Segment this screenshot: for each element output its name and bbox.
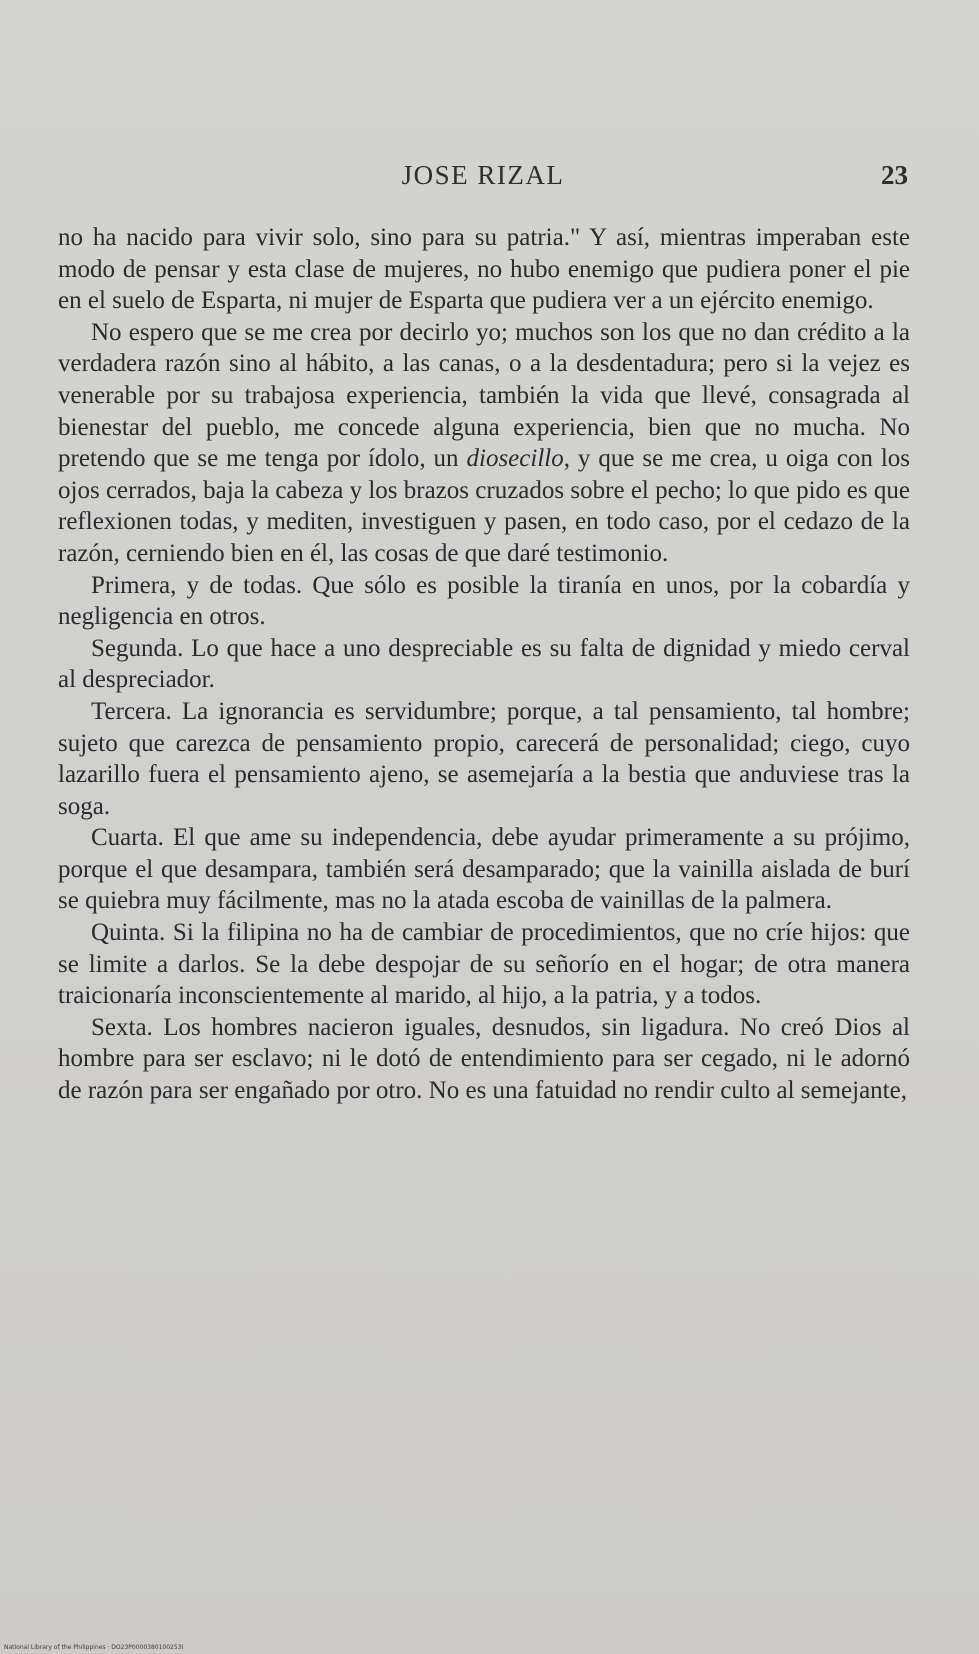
paragraph-cuarta: Cuarta. El que ame su independencia, debe ayudar primeramente a su prójimo, porque el que desampara, también será desamparado; que la vainilla aislada de burí se quiebra muy fácilmente, mas no la atada escoba de vainillas de la palmera. [58, 824, 910, 915]
paragraph-segunda: Segunda. Lo que hace a uno despreciable es su falta de dignidad y miedo cerval al despreciador. [58, 634, 910, 694]
page-number: 23 [881, 160, 908, 190]
body-text [58, 222, 910, 1107]
scan-credit: National Library of the Philippines · DO23P0000380100253I [4, 1644, 184, 1651]
paragraph-tercera: Tercera. La ignorancia es servidumbre; porque, a tal pensamiento, tal hombre; sujeto que carezca de pensamiento propio, carecerá de personalidad; ciego, cuyo lazarillo fuera el pensamiento ajeno, se asemejaría a la bestia que anduviese tras la soga. [58, 697, 910, 820]
running-title: JOSE RIZAL [401, 160, 565, 190]
paragraph-2 [58, 317, 910, 570]
paragraph-quinta: Quinta. Si la filipina no ha de cambiar de procedimientos, que no críe hijos: que se limite a darlos. Se la debe despojar de su señorío en el hogar; de otra manera traicionaría inconscientemente al marido, al hijo, a la patria, y a todos. [58, 919, 910, 1010]
paragraph-2-part-2: , y que se me crea, u oiga con los ojos cerrados, baja la cabeza y los brazos cruzados sobre el pecho; lo que pido es que reflexionen todas, y mediten, investiguen y pasen, en todo caso, por el cedazo de la razón, cerniendo bien en él, las cosas de que daré testimonio. [58, 445, 910, 567]
paragraph-2-part-1: No espero que se me crea por decirlo yo; muchos son los que no dan crédito a la verdadera razón sino al hábito, a las canas, o a la desdentadura; pero si la vejez es venerable por su trabajosa experiencia, también la vida que llevé, consagrada al bienestar del pueblo, me concede alguna experiencia, bien que no mucha. No pretendo que se me tenga por ídolo, un [58, 318, 910, 473]
emphasis-diosecillo: diosecillo [466, 445, 564, 473]
paragraph-sexta: Sexta. Los hombres nacieron iguales, desnudos, sin ligadura. No creó Dios al hombre para ser esclavo; ni le dotó de entendimiento para ser cegado, ni le adornó de razón para ser engañado por otro. No es una fatuidad no rendir culto al semejante, [58, 1013, 910, 1105]
paragraph-primera: Primera, y de todas. Que sólo es posible la tiranía en unos, por la cobardía y negligencia en otros. [58, 571, 910, 631]
running-head [58, 160, 908, 200]
paragraph-1: no ha nacido para vivir solo, sino para su patria." Y así, mientras imperaban este modo de pensar y esta clase de mujeres, no hubo enemigo que pudiera poner el pie en el suelo de Esparta, ni mujer de Esparta que pudiera ver a un ejército enemigo. [58, 224, 910, 315]
